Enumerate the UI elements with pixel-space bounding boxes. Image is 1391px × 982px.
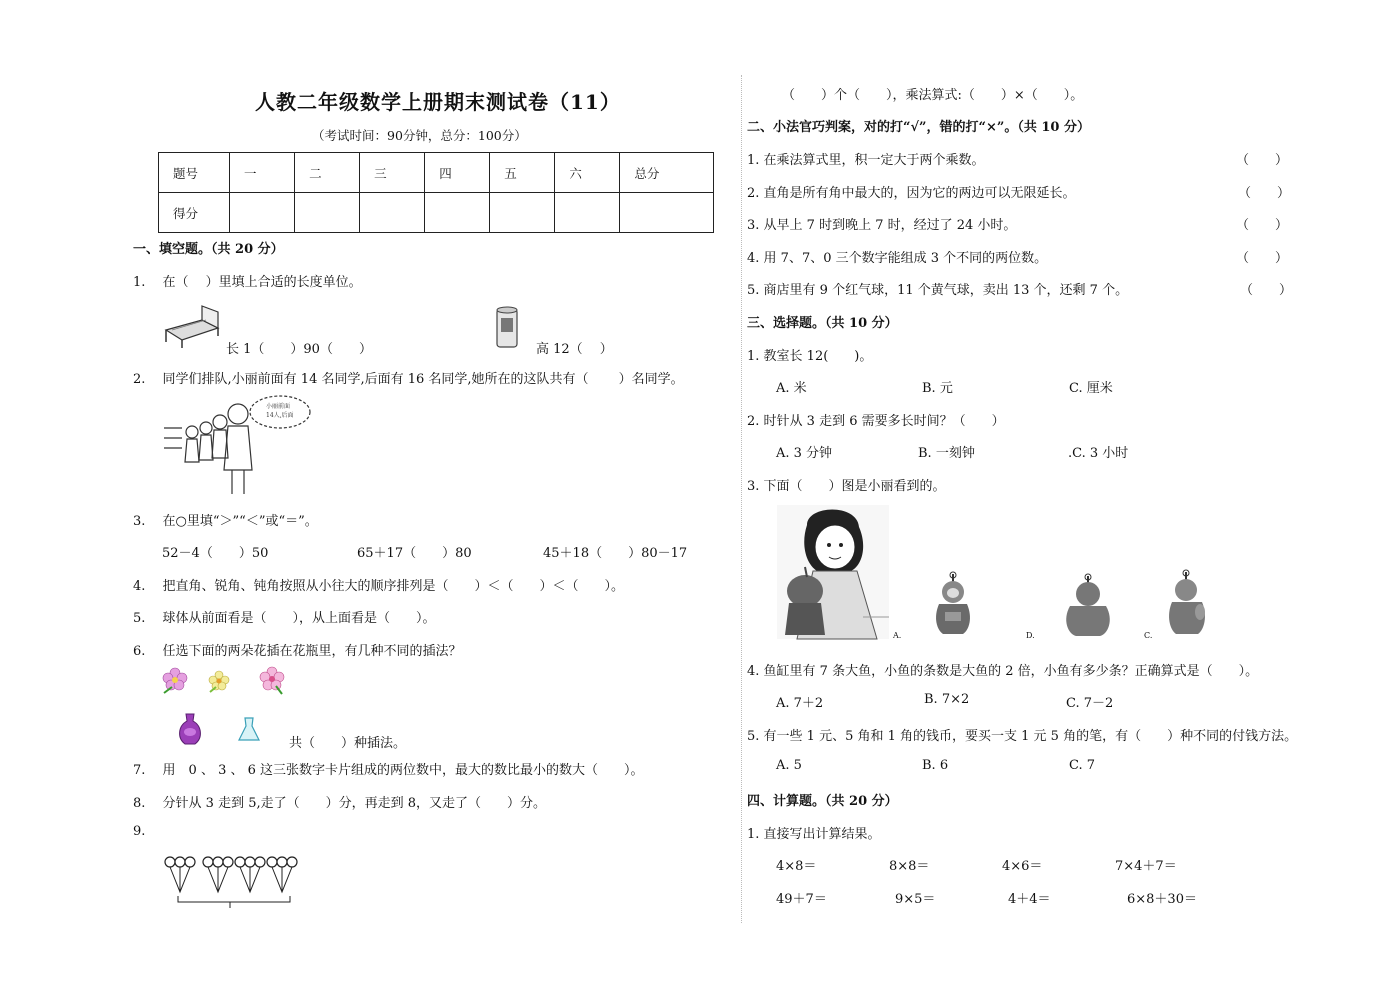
- svg-text:小丽前面: 小丽前面: [266, 403, 291, 410]
- calc-item: 8×8＝: [889, 859, 930, 874]
- flower-icon: [206, 668, 232, 694]
- table-cell: 五: [490, 153, 555, 193]
- score-cell[interactable]: [425, 193, 490, 233]
- question-text: 7. 用 0 、 3 、 6 这三张数字卡片组成的两位数中，最大的数比最小的数大（ ）。: [133, 763, 644, 778]
- answer-line: 长 1（ ）90（ ）: [226, 342, 372, 357]
- choice-option[interactable]: C. 厘米: [1069, 381, 1113, 396]
- option-label[interactable]: D.: [1026, 631, 1035, 640]
- calc-item: 4＋4＝: [1008, 892, 1051, 907]
- table-cell: 六: [555, 153, 620, 193]
- choice-option[interactable]: A. 7＋2: [776, 696, 824, 711]
- svg-text:14人,后面: 14人,后面: [266, 412, 294, 419]
- score-table: [158, 152, 714, 233]
- judge-item: 5. 商店里有 9 个红气球，11 个黄气球，卖出 13 个，还剩 7 个。: [747, 283, 1129, 298]
- calc-item: 4×6＝: [1002, 859, 1043, 874]
- balloon-bunch-icon: [160, 852, 300, 910]
- section-heading: 二、小法官巧判案，对的打“√”，错的打“×”。（共 10 分）: [747, 120, 1090, 135]
- option-label[interactable]: A.: [893, 631, 902, 640]
- section-heading: 三、选择题。（共 10 分）: [747, 316, 898, 331]
- table-cell: 四: [425, 153, 490, 193]
- toy-figure-icon: [1058, 574, 1118, 638]
- bed-icon: [162, 302, 222, 350]
- answer-paren[interactable]: （ ）: [1236, 251, 1289, 266]
- question-text: 2. 同学们排队,小丽前面有 14 名同学,后面有 16 名同学,她所在的这队共有（ ）名同学。: [133, 372, 684, 387]
- table-cell: 一: [230, 153, 295, 193]
- choice-option[interactable]: A. 5: [776, 758, 802, 773]
- question-text: 5. 球体从前面看是（ ），从上面看是（ ）。: [133, 611, 436, 626]
- choice-option[interactable]: C. 7－2: [1066, 696, 1114, 711]
- choice-option[interactable]: B. 一刻钟: [918, 446, 975, 461]
- score-cell[interactable]: [490, 193, 555, 233]
- question-text: 8. 分针从 3 走到 5,走了（ ）分，再走到 8，又走了（ ）分。: [133, 796, 547, 811]
- choice-option[interactable]: C. 7: [1069, 758, 1096, 773]
- score-cell[interactable]: [360, 193, 425, 233]
- score-cell[interactable]: [620, 193, 714, 233]
- answer-line: 高 12（ ）: [536, 342, 613, 357]
- table-cell: 得分: [159, 193, 230, 233]
- flower-icon: [160, 665, 190, 695]
- calc-item: 49＋7＝: [776, 892, 827, 907]
- score-cell[interactable]: [295, 193, 360, 233]
- judge-item: 2. 直角是所有角中最大的，因为它的两边可以无限延长。: [747, 186, 1076, 201]
- option-label[interactable]: C.: [1144, 631, 1153, 640]
- toy-figure-icon: [1164, 570, 1210, 638]
- judge-item: 4. 用 7、7、0 三个数字能组成 3 个不同的两位数。: [747, 251, 1048, 266]
- calc-item: 9×5＝: [895, 892, 936, 907]
- score-table-score-row: [159, 193, 714, 233]
- queue-of-children-illustration: [162, 392, 327, 500]
- can-icon: [495, 306, 519, 350]
- question-text: 2. 时针从 3 走到 6 需要多长时间？（ ）: [747, 414, 1005, 429]
- choice-option[interactable]: A. 米: [776, 381, 807, 396]
- question-text: 9.: [133, 824, 146, 839]
- section-heading: 一、填空题。（共 20 分）: [133, 242, 284, 257]
- question-text: 4. 鱼缸里有 7 条大鱼，小鱼的条数是大鱼的 2 倍，小鱼有多少条？正确算式是（ ）。: [747, 664, 1259, 679]
- choice-option[interactable]: B. 元: [922, 381, 953, 396]
- comparison-item: 45＋18（ ）80－17: [543, 546, 688, 561]
- choice-option[interactable]: .C. 3 小时: [1068, 446, 1129, 461]
- calc-item: 7×4＋7＝: [1115, 859, 1177, 874]
- exam-info: （考试时间：90分钟，总分：100分）: [312, 128, 527, 143]
- flower-icon: [256, 664, 288, 696]
- answer-paren[interactable]: （ ）: [1240, 283, 1293, 298]
- question-text: 4. 把直角、锐角、钝角按照从小往大的顺序排列是（ ）＜（ ）＜（ ）。: [133, 579, 625, 594]
- calc-item: 6×8＋30＝: [1127, 892, 1197, 907]
- question-text: 1. 直接写出计算结果。: [747, 827, 881, 842]
- choice-option[interactable]: B. 6: [922, 758, 949, 773]
- table-cell: 二: [295, 153, 360, 193]
- table-cell: 题号: [159, 153, 230, 193]
- question-text: 3. 下面（ ）图是小丽看到的。: [747, 479, 946, 494]
- judge-item: 1. 在乘法算式里，积一定大于两个乘数。: [747, 153, 985, 168]
- table-cell: 总分: [620, 153, 714, 193]
- comparison-item: 65＋17（ ）80: [357, 546, 472, 561]
- question-text: 5. 有一些 1 元、5 角和 1 角的钱币，要买一支 1 元 5 角的笔，有（ ）种不同的付钱方法。: [747, 729, 1298, 744]
- answer-line: 共（ ）种插法。: [289, 736, 407, 751]
- question-text: 3. 在○里填“＞”“＜”或“＝”。: [133, 514, 318, 529]
- answer-paren[interactable]: （ ）: [1238, 186, 1291, 201]
- question-text: （ ）个（ ），乘法算式:（ ）×（ ）。: [782, 88, 1084, 103]
- vase-icon: [175, 712, 205, 746]
- vase-icon: [236, 716, 262, 744]
- comparison-item: 52－4（ ）50: [162, 546, 269, 561]
- table-cell: 三: [360, 153, 425, 193]
- choice-option[interactable]: A. 3 分钟: [776, 446, 833, 461]
- toy-figure-icon: [929, 572, 977, 638]
- score-cell[interactable]: [230, 193, 295, 233]
- section-heading: 四、计算题。（共 20 分）: [747, 794, 898, 809]
- question-text: 1. 教室长 12( )。: [747, 349, 873, 364]
- page-title: 人教二年级数学上册期末测试卷（11）: [255, 90, 621, 114]
- girl-with-toy-illustration: [777, 505, 889, 639]
- answer-paren[interactable]: （ ）: [1236, 153, 1289, 168]
- judge-item: 3. 从早上 7 时到晚上 7 时，经过了 24 小时。: [747, 218, 1017, 233]
- column-divider: [741, 75, 742, 923]
- answer-paren[interactable]: （ ）: [1236, 218, 1289, 233]
- calc-item: 4×8＝: [776, 859, 817, 874]
- question-text: 1. 在（ ）里填上合适的长度单位。: [133, 275, 362, 290]
- question-text: 6. 任选下面的两朵花插在花瓶里，有几种不同的插法？: [133, 644, 462, 659]
- choice-option[interactable]: B. 7×2: [924, 692, 970, 707]
- score-table-header-row: [159, 153, 714, 193]
- score-cell[interactable]: [555, 193, 620, 233]
